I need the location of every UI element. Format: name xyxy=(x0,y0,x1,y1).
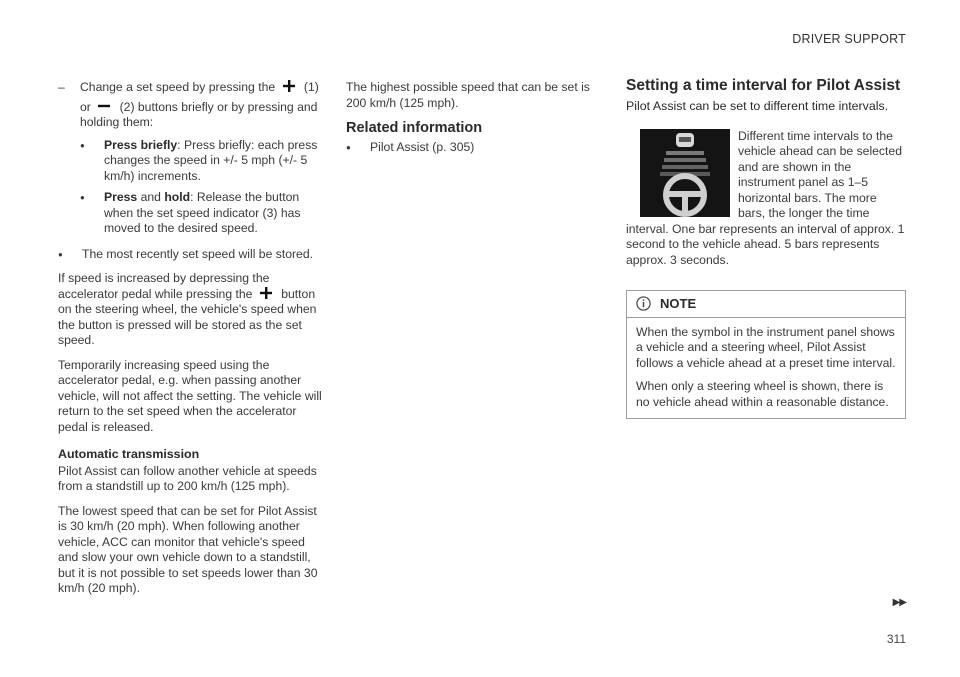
note-content xyxy=(627,318,905,419)
column-right xyxy=(626,78,906,419)
step-text-a: Change a set speed by pressing the xyxy=(80,80,276,94)
instrument-panel-figure xyxy=(640,129,730,217)
term-press: Press xyxy=(104,190,138,204)
time-interval-illustration xyxy=(640,129,730,217)
column-left xyxy=(58,80,324,606)
para1-b: button on the steering wheel, the vehicle's speed when the button is pressed will be stored as the set speed. xyxy=(58,286,317,347)
term-hold: hold xyxy=(164,190,191,204)
note-label: NOTE xyxy=(660,296,697,311)
heading-automatic-transmission: Automatic transmission xyxy=(58,447,200,461)
step-text-c: or xyxy=(80,99,91,114)
press-and: and xyxy=(137,190,165,204)
plus-icon xyxy=(283,80,295,92)
note-header xyxy=(627,291,905,318)
para1-a: If speed is increased by depressing the accelerator pedal while pressing the xyxy=(58,271,270,301)
minus-icon xyxy=(98,100,110,112)
continue-icon: ▶▶ xyxy=(892,597,906,608)
section-header: DRIVER SUPPORT xyxy=(792,32,906,46)
dash-item-change-speed xyxy=(58,80,324,243)
step-text-b: (1) xyxy=(303,80,319,94)
column-middle xyxy=(346,80,598,161)
stored-text: The most recently set speed will be stored. xyxy=(82,246,313,261)
related-link-pilot-assist[interactable]: Pilot Assist (p. 305) xyxy=(370,139,475,154)
term-press-briefly: Press briefly xyxy=(104,137,178,152)
bullet-dot: ● xyxy=(80,193,85,202)
related-link-item[interactable] xyxy=(346,140,598,156)
press-briefly-text: : Press briefly: each press changes the speed in +/- 5 mph (+/- 5 km/h) increments. xyxy=(104,137,318,183)
time-interval-body: Different time intervals to the vehicle ahead can be selected and are shown in the instrument panel as 1–5 horizontal bars. The more bars, the longer the time interval. One bar represents an interval of approx. 1 second to the vehicle ahead. 5 bars represents approx. 3 seconds. xyxy=(626,128,905,267)
page-number: 311 xyxy=(886,632,906,646)
paragraph-lowest-speed: The lowest speed that can be set for Pilot Assist is 30 km/h (20 mph). When following another vehicle, ACC can monitor that vehicle's speed and slow your own vehicle down to a standstill, but it is not possible to set speeds lower than 30 km/h (20 mph). xyxy=(58,503,318,595)
note-box xyxy=(626,290,906,419)
bullet-dot: ● xyxy=(58,249,63,259)
paragraph-temporary: Temporarily increasing speed using the accelerator pedal, e.g. when passing another vehicle, will not affect the setting. The vehicle will return to the set speed when the accelerator pedal is released. xyxy=(58,357,322,434)
press-hold-text: : Release the button when the set speed indicator (3) has moved to the desired speed. xyxy=(104,190,301,235)
section-subtitle: Pilot Assist can be set to different time intervals. xyxy=(626,99,889,113)
paragraph-accelerator xyxy=(58,271,324,349)
bullet-dot: ● xyxy=(346,142,351,152)
plus-icon xyxy=(260,287,272,299)
dash-marker: – xyxy=(58,80,65,94)
section-title: Setting a time interval for Pilot Assist xyxy=(626,77,901,94)
paragraph-standstill: Pilot Assist can follow another vehicle at speeds from a standstill up to 200 km/h (125 mph). xyxy=(58,463,317,493)
list-item-press-hold xyxy=(80,190,324,237)
bullet-dot: ● xyxy=(80,140,85,150)
list-item-press-briefly xyxy=(80,138,324,185)
heading-related-information: Related information xyxy=(346,120,483,136)
step-text-d: (2) buttons briefly or by pressing and holding them: xyxy=(80,99,318,129)
list-item-stored xyxy=(58,247,324,263)
note-paragraph-2: When only a steering wheel is shown, there is no vehicle ahead within a reasonable distance. xyxy=(636,379,889,409)
note-paragraph-1: When the symbol in the instrument panel shows a vehicle and a steering wheel, Pilot Assist follows a vehicle ahead at a preset time interval. xyxy=(636,324,896,370)
paragraph-highest-speed: The highest possible speed that can be set is 200 km/h (125 mph). xyxy=(346,80,590,110)
info-icon xyxy=(636,296,651,311)
